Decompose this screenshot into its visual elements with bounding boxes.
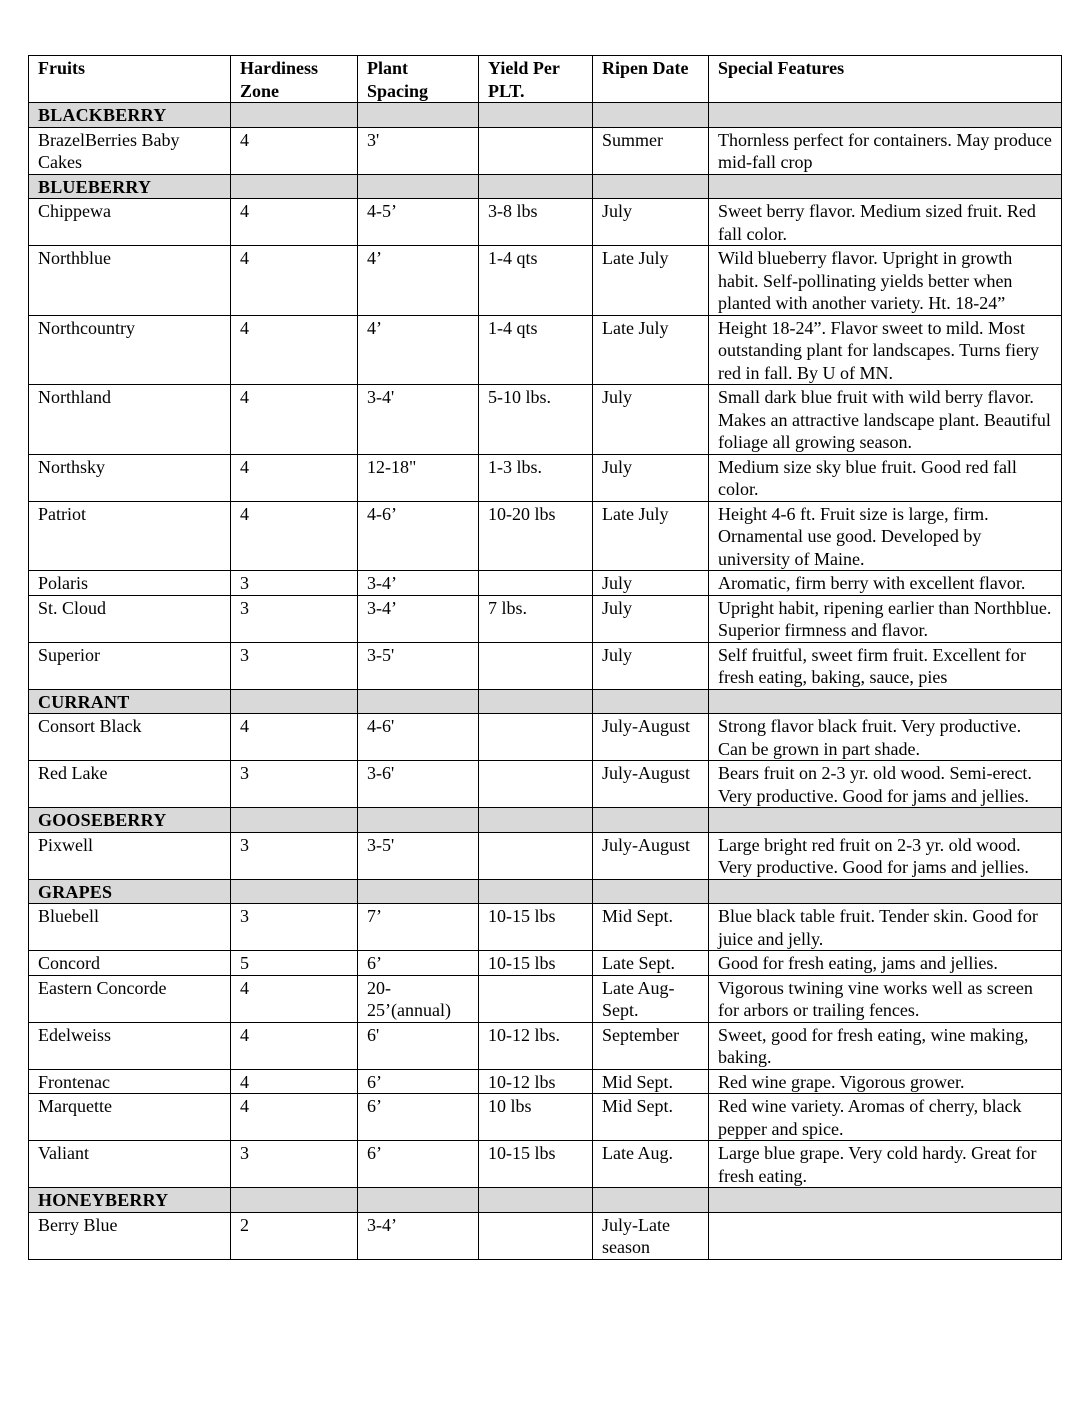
plant-spacing-cell: 4-6’ <box>358 501 479 571</box>
section-label: BLUEBERRY <box>29 174 231 199</box>
section-row <box>29 879 1062 904</box>
ripen-date-cell: Summer <box>593 127 709 174</box>
header-ripen-date: Ripen Date <box>593 56 709 103</box>
section-empty-cell <box>709 808 1062 833</box>
hardiness-zone-cell: 4 <box>231 454 358 501</box>
ripen-date-cell: July <box>593 642 709 689</box>
ripen-date-cell: July <box>593 454 709 501</box>
ripen-date-cell: July-August <box>593 714 709 761</box>
yield-cell: 1-4 qts <box>479 315 593 385</box>
table-row <box>29 315 1062 385</box>
hardiness-zone-cell: 4 <box>231 501 358 571</box>
plant-spacing-cell: 6' <box>358 1022 479 1069</box>
table-row <box>29 951 1062 976</box>
plant-spacing-cell: 4’ <box>358 246 479 316</box>
yield-cell <box>479 714 593 761</box>
plant-spacing-cell: 6’ <box>358 1141 479 1188</box>
yield-cell: 10-15 lbs <box>479 904 593 951</box>
hardiness-zone-cell: 4 <box>231 1022 358 1069</box>
plant-spacing-cell: 3-4' <box>358 385 479 455</box>
section-empty-cell <box>709 689 1062 714</box>
section-empty-cell <box>231 174 358 199</box>
special-features-cell: Large bright red fruit on 2-3 yr. old wood. Very productive. Good for jams and jellies. <box>709 832 1062 879</box>
plant-spacing-cell: 3-6' <box>358 761 479 808</box>
ripen-date-cell: July-August <box>593 761 709 808</box>
section-empty-cell <box>593 879 709 904</box>
yield-cell: 10-12 lbs <box>479 1069 593 1094</box>
yield-cell <box>479 761 593 808</box>
section-empty-cell <box>593 1188 709 1213</box>
section-empty-cell <box>231 808 358 833</box>
ripen-date-cell: Late Aug-Sept. <box>593 975 709 1022</box>
fruit-name-cell: St. Cloud <box>29 595 231 642</box>
section-empty-cell <box>479 103 593 128</box>
fruit-name-cell: Concord <box>29 951 231 976</box>
section-empty-cell <box>358 879 479 904</box>
yield-cell: 10-12 lbs. <box>479 1022 593 1069</box>
section-empty-cell <box>479 689 593 714</box>
fruit-name-cell: Marquette <box>29 1094 231 1141</box>
special-features-cell: Upright habit, ripening earlier than Northblue. Superior firmness and flavor. <box>709 595 1062 642</box>
header-plant-spacing: Plant Spacing <box>358 56 479 103</box>
section-row <box>29 808 1062 833</box>
yield-cell <box>479 571 593 596</box>
table-row <box>29 1022 1062 1069</box>
table-row <box>29 454 1062 501</box>
ripen-date-cell: Late Sept. <box>593 951 709 976</box>
section-row <box>29 689 1062 714</box>
ripen-date-cell: September <box>593 1022 709 1069</box>
section-empty-cell <box>231 879 358 904</box>
table-row <box>29 975 1062 1022</box>
special-features-cell <box>709 1212 1062 1259</box>
section-empty-cell <box>479 1188 593 1213</box>
table-row <box>29 1094 1062 1141</box>
plant-spacing-cell: 7’ <box>358 904 479 951</box>
table-row <box>29 1069 1062 1094</box>
table-row <box>29 595 1062 642</box>
hardiness-zone-cell: 4 <box>231 975 358 1022</box>
table-row <box>29 199 1062 246</box>
fruit-name-cell: Frontenac <box>29 1069 231 1094</box>
fruit-name-cell: Consort Black <box>29 714 231 761</box>
plant-spacing-cell: 3-4’ <box>358 595 479 642</box>
special-features-cell: Strong flavor black fruit. Very productive. Can be grown in part shade. <box>709 714 1062 761</box>
hardiness-zone-cell: 3 <box>231 904 358 951</box>
header-yield-per-plant: Yield Per PLT. <box>479 56 593 103</box>
hardiness-zone-cell: 3 <box>231 642 358 689</box>
table-row <box>29 1212 1062 1259</box>
yield-cell: 10-15 lbs <box>479 1141 593 1188</box>
plant-spacing-cell: 12-18" <box>358 454 479 501</box>
special-features-cell: Sweet, good for fresh eating, wine making, baking. <box>709 1022 1062 1069</box>
table-header-row <box>29 56 1062 103</box>
special-features-cell: Blue black table fruit. Tender skin. Good for juice and jelly. <box>709 904 1062 951</box>
hardiness-zone-cell: 3 <box>231 761 358 808</box>
fruit-name-cell: Chippewa <box>29 199 231 246</box>
section-empty-cell <box>593 808 709 833</box>
special-features-cell: Height 4-6 ft. Fruit size is large, firm. Ornamental use good. Developed by university of Maine. <box>709 501 1062 571</box>
section-empty-cell <box>709 174 1062 199</box>
section-empty-cell <box>593 174 709 199</box>
section-label: GOOSEBERRY <box>29 808 231 833</box>
table-row <box>29 1141 1062 1188</box>
ripen-date-cell: Mid Sept. <box>593 1094 709 1141</box>
yield-cell: 7 lbs. <box>479 595 593 642</box>
yield-cell <box>479 832 593 879</box>
table-row <box>29 501 1062 571</box>
hardiness-zone-cell: 4 <box>231 127 358 174</box>
fruit-name-cell: BrazelBerries Baby Cakes <box>29 127 231 174</box>
plant-spacing-cell: 3-4’ <box>358 571 479 596</box>
header-special-features: Special Features <box>709 56 1062 103</box>
ripen-date-cell: Mid Sept. <box>593 904 709 951</box>
yield-cell: 3-8 lbs <box>479 199 593 246</box>
yield-cell <box>479 127 593 174</box>
fruit-variety-table <box>28 55 1062 1260</box>
section-row <box>29 1188 1062 1213</box>
special-features-cell: Self fruitful, sweet firm fruit. Excellent for fresh eating, baking, sauce, pies <box>709 642 1062 689</box>
fruit-name-cell: Red Lake <box>29 761 231 808</box>
section-empty-cell <box>231 103 358 128</box>
table-row <box>29 246 1062 316</box>
section-empty-cell <box>358 1188 479 1213</box>
section-empty-cell <box>358 689 479 714</box>
table-row <box>29 761 1062 808</box>
plant-spacing-cell: 3-5' <box>358 832 479 879</box>
fruit-name-cell: Berry Blue <box>29 1212 231 1259</box>
section-empty-cell <box>358 808 479 833</box>
hardiness-zone-cell: 3 <box>231 1141 358 1188</box>
fruit-name-cell: Northsky <box>29 454 231 501</box>
hardiness-zone-cell: 4 <box>231 1069 358 1094</box>
section-label: CURRANT <box>29 689 231 714</box>
table-row <box>29 127 1062 174</box>
section-empty-cell <box>479 879 593 904</box>
plant-spacing-cell: 4-6' <box>358 714 479 761</box>
section-label: BLACKBERRY <box>29 103 231 128</box>
table-row <box>29 385 1062 455</box>
header-fruits: Fruits <box>29 56 231 103</box>
fruit-name-cell: Pixwell <box>29 832 231 879</box>
yield-cell <box>479 975 593 1022</box>
table-body <box>29 103 1062 1260</box>
special-features-cell: Thornless perfect for containers. May produce mid-fall crop <box>709 127 1062 174</box>
ripen-date-cell: July <box>593 571 709 596</box>
fruit-name-cell: Superior <box>29 642 231 689</box>
yield-cell: 10-20 lbs <box>479 501 593 571</box>
hardiness-zone-cell: 3 <box>231 595 358 642</box>
hardiness-zone-cell: 4 <box>231 315 358 385</box>
section-empty-cell <box>231 689 358 714</box>
special-features-cell: Red wine grape. Vigorous grower. <box>709 1069 1062 1094</box>
hardiness-zone-cell: 4 <box>231 199 358 246</box>
yield-cell <box>479 1212 593 1259</box>
ripen-date-cell: July-Late season <box>593 1212 709 1259</box>
section-label: GRAPES <box>29 879 231 904</box>
section-empty-cell <box>593 689 709 714</box>
fruit-name-cell: Edelweiss <box>29 1022 231 1069</box>
special-features-cell: Height 18-24”. Flavor sweet to mild. Most outstanding plant for landscapes. Turns fiery red in fall. By U of MN. <box>709 315 1062 385</box>
section-empty-cell <box>593 103 709 128</box>
special-features-cell: Aromatic, firm berry with excellent flavor. <box>709 571 1062 596</box>
ripen-date-cell: July <box>593 199 709 246</box>
special-features-cell: Vigorous twining vine works well as screen for arbors or trailing fences. <box>709 975 1062 1022</box>
special-features-cell: Small dark blue fruit with wild berry flavor. Makes an attractive landscape plant. Beautiful foliage all growing season. <box>709 385 1062 455</box>
plant-spacing-cell: 20-25’(annual) <box>358 975 479 1022</box>
hardiness-zone-cell: 3 <box>231 571 358 596</box>
plant-spacing-cell: 3-4’ <box>358 1212 479 1259</box>
hardiness-zone-cell: 2 <box>231 1212 358 1259</box>
ripen-date-cell: Mid Sept. <box>593 1069 709 1094</box>
table-row <box>29 571 1062 596</box>
section-empty-cell <box>231 1188 358 1213</box>
plant-spacing-cell: 4’ <box>358 315 479 385</box>
fruit-name-cell: Northland <box>29 385 231 455</box>
section-empty-cell <box>709 879 1062 904</box>
ripen-date-cell: Late July <box>593 246 709 316</box>
ripen-date-cell: Late July <box>593 315 709 385</box>
section-empty-cell <box>358 174 479 199</box>
section-row <box>29 103 1062 128</box>
hardiness-zone-cell: 4 <box>231 1094 358 1141</box>
yield-cell: 5-10 lbs. <box>479 385 593 455</box>
yield-cell: 10-15 lbs <box>479 951 593 976</box>
yield-cell: 10 lbs <box>479 1094 593 1141</box>
special-features-cell: Sweet berry flavor. Medium sized fruit. Red fall color. <box>709 199 1062 246</box>
fruit-name-cell: Polaris <box>29 571 231 596</box>
special-features-cell: Bears fruit on 2-3 yr. old wood. Semi-erect. Very productive. Good for jams and jellies. <box>709 761 1062 808</box>
plant-spacing-cell: 3' <box>358 127 479 174</box>
fruit-name-cell: Patriot <box>29 501 231 571</box>
ripen-date-cell: July <box>593 595 709 642</box>
ripen-date-cell: July-August <box>593 832 709 879</box>
hardiness-zone-cell: 3 <box>231 832 358 879</box>
plant-spacing-cell: 6’ <box>358 1094 479 1141</box>
special-features-cell: Wild blueberry flavor. Upright in growth habit. Self-pollinating yields better when planted with another variety. Ht. 18-24” <box>709 246 1062 316</box>
plant-spacing-cell: 6’ <box>358 951 479 976</box>
fruit-name-cell: Eastern Concorde <box>29 975 231 1022</box>
plant-spacing-cell: 3-5' <box>358 642 479 689</box>
yield-cell: 1-3 lbs. <box>479 454 593 501</box>
section-label: HONEYBERRY <box>29 1188 231 1213</box>
ripen-date-cell: Late Aug. <box>593 1141 709 1188</box>
special-features-cell: Large blue grape. Very cold hardy. Great for fresh eating. <box>709 1141 1062 1188</box>
yield-cell: 1-4 qts <box>479 246 593 316</box>
fruit-name-cell: Northblue <box>29 246 231 316</box>
section-empty-cell <box>709 103 1062 128</box>
yield-cell <box>479 642 593 689</box>
hardiness-zone-cell: 4 <box>231 385 358 455</box>
ripen-date-cell: Late July <box>593 501 709 571</box>
header-hardiness-zone: Hardiness Zone <box>231 56 358 103</box>
ripen-date-cell: July <box>593 385 709 455</box>
table-row <box>29 904 1062 951</box>
special-features-cell: Red wine variety. Aromas of cherry, black pepper and spice. <box>709 1094 1062 1141</box>
special-features-cell: Medium size sky blue fruit. Good red fall color. <box>709 454 1062 501</box>
plant-spacing-cell: 6’ <box>358 1069 479 1094</box>
table-row <box>29 714 1062 761</box>
section-empty-cell <box>709 1188 1062 1213</box>
section-row <box>29 174 1062 199</box>
fruit-name-cell: Northcountry <box>29 315 231 385</box>
special-features-cell: Good for fresh eating, jams and jellies. <box>709 951 1062 976</box>
fruit-name-cell: Bluebell <box>29 904 231 951</box>
table-row <box>29 832 1062 879</box>
hardiness-zone-cell: 5 <box>231 951 358 976</box>
plant-spacing-cell: 4-5’ <box>358 199 479 246</box>
section-empty-cell <box>479 174 593 199</box>
hardiness-zone-cell: 4 <box>231 714 358 761</box>
table-row <box>29 642 1062 689</box>
fruit-name-cell: Valiant <box>29 1141 231 1188</box>
hardiness-zone-cell: 4 <box>231 246 358 316</box>
section-empty-cell <box>479 808 593 833</box>
section-empty-cell <box>358 103 479 128</box>
